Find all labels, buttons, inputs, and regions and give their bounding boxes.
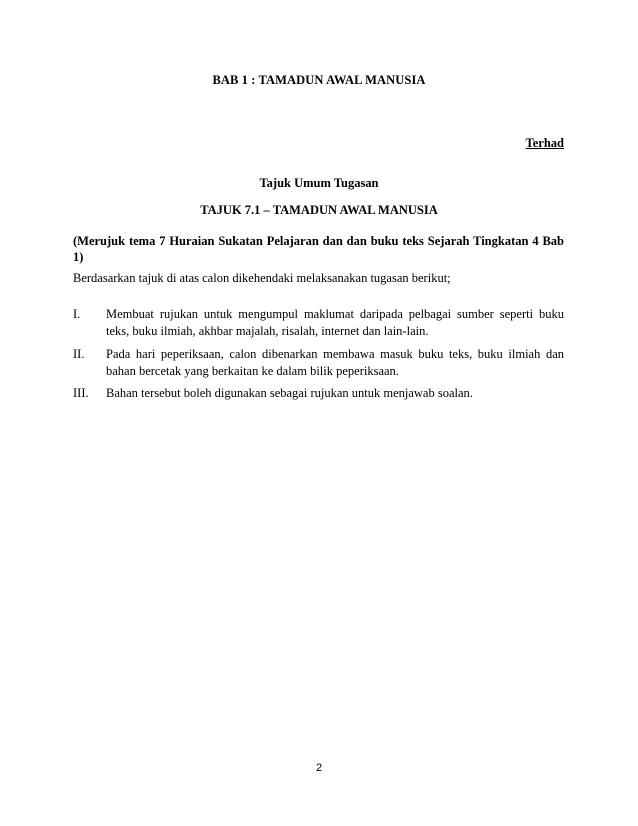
general-assignment-title: Tajuk Umum Tugasan <box>259 176 379 190</box>
task-numeral: III. <box>73 386 89 400</box>
task-item <box>73 346 564 380</box>
chapter-title: BAB 1 : TAMADUN AWAL MANUSIA <box>212 73 426 87</box>
topic-title: TAJUK 7.1 – TAMADUN AWAL MANUSIA <box>200 203 438 217</box>
reference-note: (Merujuk tema 7 Huraian Sukatan Pelajaran dan dan buku teks Sejarah Tingkatan 4 Bab 1) <box>73 234 564 264</box>
task-item <box>73 385 564 402</box>
classification-label: Terhad <box>525 136 564 150</box>
page-number: 2 <box>315 762 323 774</box>
task-text: Pada hari peperiksaan, calon dibenarkan membawa masuk buku teks, buku ilmiah dan bahan bercetak yang berkaitan ke dalam bilik peperiksaan. <box>106 347 564 378</box>
task-item <box>73 306 564 340</box>
task-text: Bahan tersebut boleh digunakan sebagai rujukan untuk menjawab soalan. <box>106 386 473 400</box>
task-numeral: I. <box>73 307 81 321</box>
task-numeral: II. <box>73 347 85 361</box>
instruction-text: Berdasarkan tajuk di atas calon dikehendaki melaksanakan tugasan berikut; <box>73 271 451 285</box>
task-text: Membuat rujukan untuk mengumpul maklumat daripada pelbagai sumber seperti buku teks, buku ilmiah, akhbar majalah, risalah, internet dan lain-lain. <box>106 307 564 338</box>
